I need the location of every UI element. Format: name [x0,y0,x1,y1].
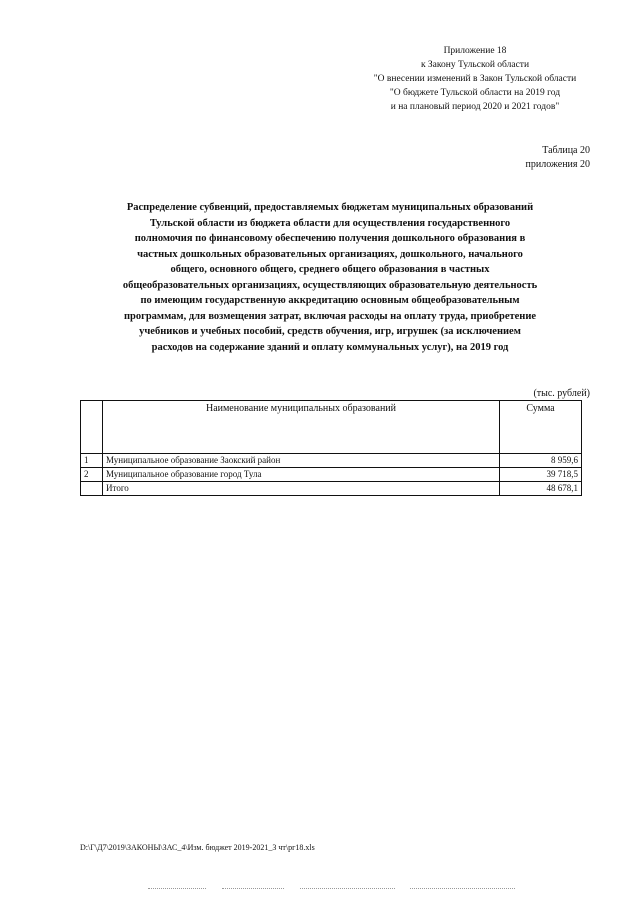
header-number [81,401,103,454]
scan-artifact-divider [222,888,284,889]
header-name: Наименование муниципальных образований [103,401,500,454]
file-path-footer: D:\Г\Д7\2019\ЗАКОНЫ\ЗАС_4\Изм. бюджет 2019-2021_3 чт\рг18.xls [80,843,315,852]
scan-artifact-divider [148,888,206,889]
total-label: Итого [103,482,500,496]
table-row [81,468,582,482]
row-sum: 8 959,6 [500,454,582,468]
row-sum: 39 718,5 [500,468,582,482]
row-number [81,482,103,496]
table-row [81,454,582,468]
title-line: Тульской области из бюджета области для осуществления государственного [149,217,511,229]
row-number: 2 [81,468,103,482]
units-label: (тыс. рублей) [533,388,590,399]
appendix-line: "О внесении изменений в Закон Тульской области [373,74,577,84]
title-line: Распределение субвенций, предоставляемых бюджетам муниципальных образований [126,202,534,213]
scan-artifact-divider [300,888,395,889]
table-number: Таблица 20 [542,145,590,156]
appendix-line: "О бюджете Тульской области на 2019 год [389,88,561,98]
table-total-row [81,482,582,496]
title-line: частных дошкольных образовательных организациях, дошкольного, начального [137,248,523,260]
appendix-line: и на плановый период 2020 и 2021 годов" [390,102,560,112]
scan-artifact-divider [410,888,515,889]
subvention-table [80,400,582,496]
table-header-row [81,401,582,454]
total-sum: 48 678,1 [500,482,582,496]
document-title [80,200,580,355]
table-appendix-number: приложения 20 [525,159,590,170]
row-number: 1 [81,454,103,468]
appendix-line: к Закону Тульской области [420,60,530,70]
appendix-reference-block [360,44,590,114]
title-line: общеобразовательных организациях, осуществляющих образовательную деятельность [122,279,538,291]
header-sum: Сумма [500,401,582,454]
title-line: учебников и учебных пособий, средств обучения, игр, игрушек (за исключением [139,326,521,337]
title-line: программам, для возмещения затрат, включая расходы на оплату труда, приобретение [123,310,537,322]
row-name: Муниципальное образование город Тула [103,468,500,482]
table-reference [480,144,590,172]
appendix-line: Приложение 18 [443,46,507,56]
title-line: расходов на содержание зданий и оплату коммунальных услуг), на 2019 год [151,341,509,353]
title-line: по имеющим государственную аккредитацию основным общеобразовательным [140,295,520,306]
row-name: Муниципальное образование Заокский район [103,454,500,468]
title-line: полномочия по финансовому обеспечению получения дошкольного образования в [134,233,526,244]
title-line: общего, основного общего, среднего общего образования в частных [170,264,490,275]
